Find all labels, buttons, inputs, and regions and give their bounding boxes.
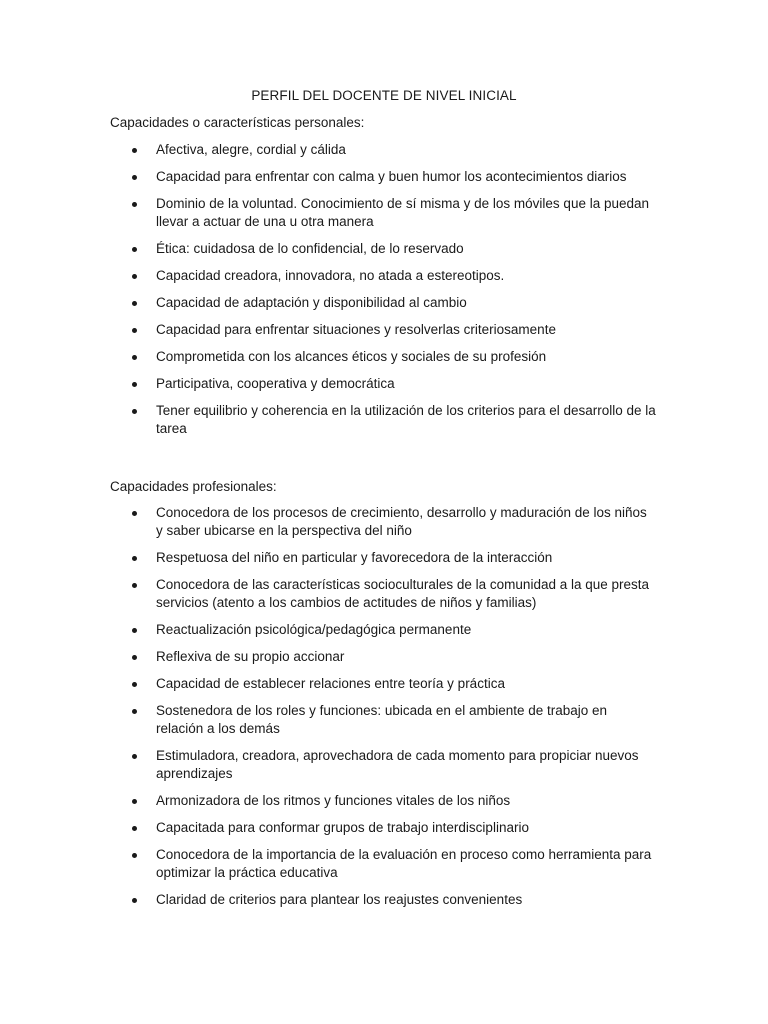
list-item-text: Claridad de criterios para plantear los reajustes convenientes	[156, 892, 523, 907]
list-item	[0, 792, 656, 810]
bullet-icon	[132, 799, 137, 804]
bullet-icon	[132, 382, 137, 387]
list-item	[0, 549, 656, 567]
list-item	[0, 294, 656, 312]
list-item	[0, 648, 656, 666]
list-item-text: Capacidad para enfrentar con calma y buen humor los acontecimientos diarios	[156, 169, 627, 184]
personal-capacities-heading: Capacidades o características personales:	[110, 115, 365, 130]
bullet-icon	[132, 274, 137, 279]
bullet-icon	[132, 826, 137, 831]
bullet-icon	[132, 247, 137, 252]
list-item-text: Respetuosa del niño en particular y favorecedora de la interacción	[156, 550, 553, 565]
list-item	[0, 348, 656, 366]
bullet-icon	[132, 628, 137, 633]
list-item	[0, 168, 656, 186]
list-item-text: Tener equilibrio y coherencia en la utilización de los criterios para el desarrollo de la tarea	[156, 403, 656, 436]
list-item	[0, 747, 656, 783]
list-item	[0, 576, 656, 612]
list-item	[0, 402, 656, 438]
list-item-text: Participativa, cooperativa y democrática	[156, 376, 395, 391]
list-item-text: Comprometida con los alcances éticos y sociales de su profesión	[156, 349, 547, 364]
list-item-text: Capacidad de establecer relaciones entre teoría y práctica	[156, 676, 505, 691]
list-item-text: Capacidad para enfrentar situaciones y resolverlas criteriosamente	[156, 322, 556, 337]
bullet-icon	[132, 898, 137, 903]
list-item-text: Dominio de la voluntad. Conocimiento de sí misma y de los móviles que la puedan llevar a actuar de una u otra manera	[156, 196, 650, 229]
list-item-text: Reactualización psicológica/pedagógica permanente	[156, 622, 472, 637]
list-item-text: Sostenedora de los roles y funciones: ubicada en el ambiente de trabajo en relación a los demás	[156, 703, 608, 736]
bullet-icon	[132, 301, 137, 306]
list-item	[0, 702, 656, 738]
list-item-text: Afectiva, alegre, cordial y cálida	[156, 142, 346, 157]
list-item	[0, 846, 656, 882]
bullet-icon	[132, 556, 137, 561]
list-item-text: Estimuladora, creadora, aprovechadora de cada momento para propiciar nuevos aprendizajes	[156, 748, 639, 781]
list-item-text: Capacitada para conformar grupos de trabajo interdisciplinario	[156, 820, 529, 835]
bullet-icon	[132, 583, 137, 588]
bullet-icon	[132, 202, 137, 207]
bullet-icon	[132, 175, 137, 180]
list-item-text: Ética: cuidadosa de lo confidencial, de lo reservado	[156, 241, 464, 256]
list-item-text: Conocedora de la importancia de la evaluación en proceso como herramienta para optimizar la práctica educativa	[156, 847, 652, 880]
bullet-icon	[132, 511, 137, 516]
bullet-icon	[132, 853, 137, 858]
list-item	[0, 504, 656, 540]
list-item	[0, 819, 656, 837]
list-item-text: Conocedora de las características socioculturales de la comunidad a la que presta servicios (atento a los cambios de actitudes de niños y familias)	[156, 577, 650, 610]
list-item	[0, 321, 656, 339]
bullet-icon	[132, 409, 137, 414]
bullet-icon	[132, 148, 137, 153]
list-item-text: Capacidad de adaptación y disponibilidad al cambio	[156, 295, 467, 310]
list-item	[0, 675, 656, 693]
bullet-icon	[132, 682, 137, 687]
document-title: PERFIL DEL DOCENTE DE NIVEL INICIAL	[251, 88, 517, 103]
bullet-icon	[132, 655, 137, 660]
list-item	[0, 240, 656, 258]
professional-capacities-list	[0, 504, 768, 909]
list-item	[0, 195, 656, 231]
bullet-icon	[132, 709, 137, 714]
list-item	[0, 375, 656, 393]
professional-capacities-heading: Capacidades profesionales:	[110, 479, 277, 494]
list-item	[0, 621, 656, 639]
list-item-text: Capacidad creadora, innovadora, no atada a estereotipos.	[156, 268, 505, 283]
list-item-text: Conocedora de los procesos de crecimiento, desarrollo y maduración de los niños y saber ubicarse en la perspectiva del niño	[156, 505, 647, 538]
bullet-icon	[132, 754, 137, 759]
list-item	[0, 891, 656, 909]
bullet-icon	[132, 328, 137, 333]
list-item-text: Armonizadora de los ritmos y funciones vitales de los niños	[156, 793, 511, 808]
personal-capacities-list	[0, 141, 768, 438]
list-item	[0, 267, 656, 285]
bullet-icon	[132, 355, 137, 360]
list-item-text: Reflexiva de su propio accionar	[156, 649, 345, 664]
list-item	[0, 141, 656, 159]
